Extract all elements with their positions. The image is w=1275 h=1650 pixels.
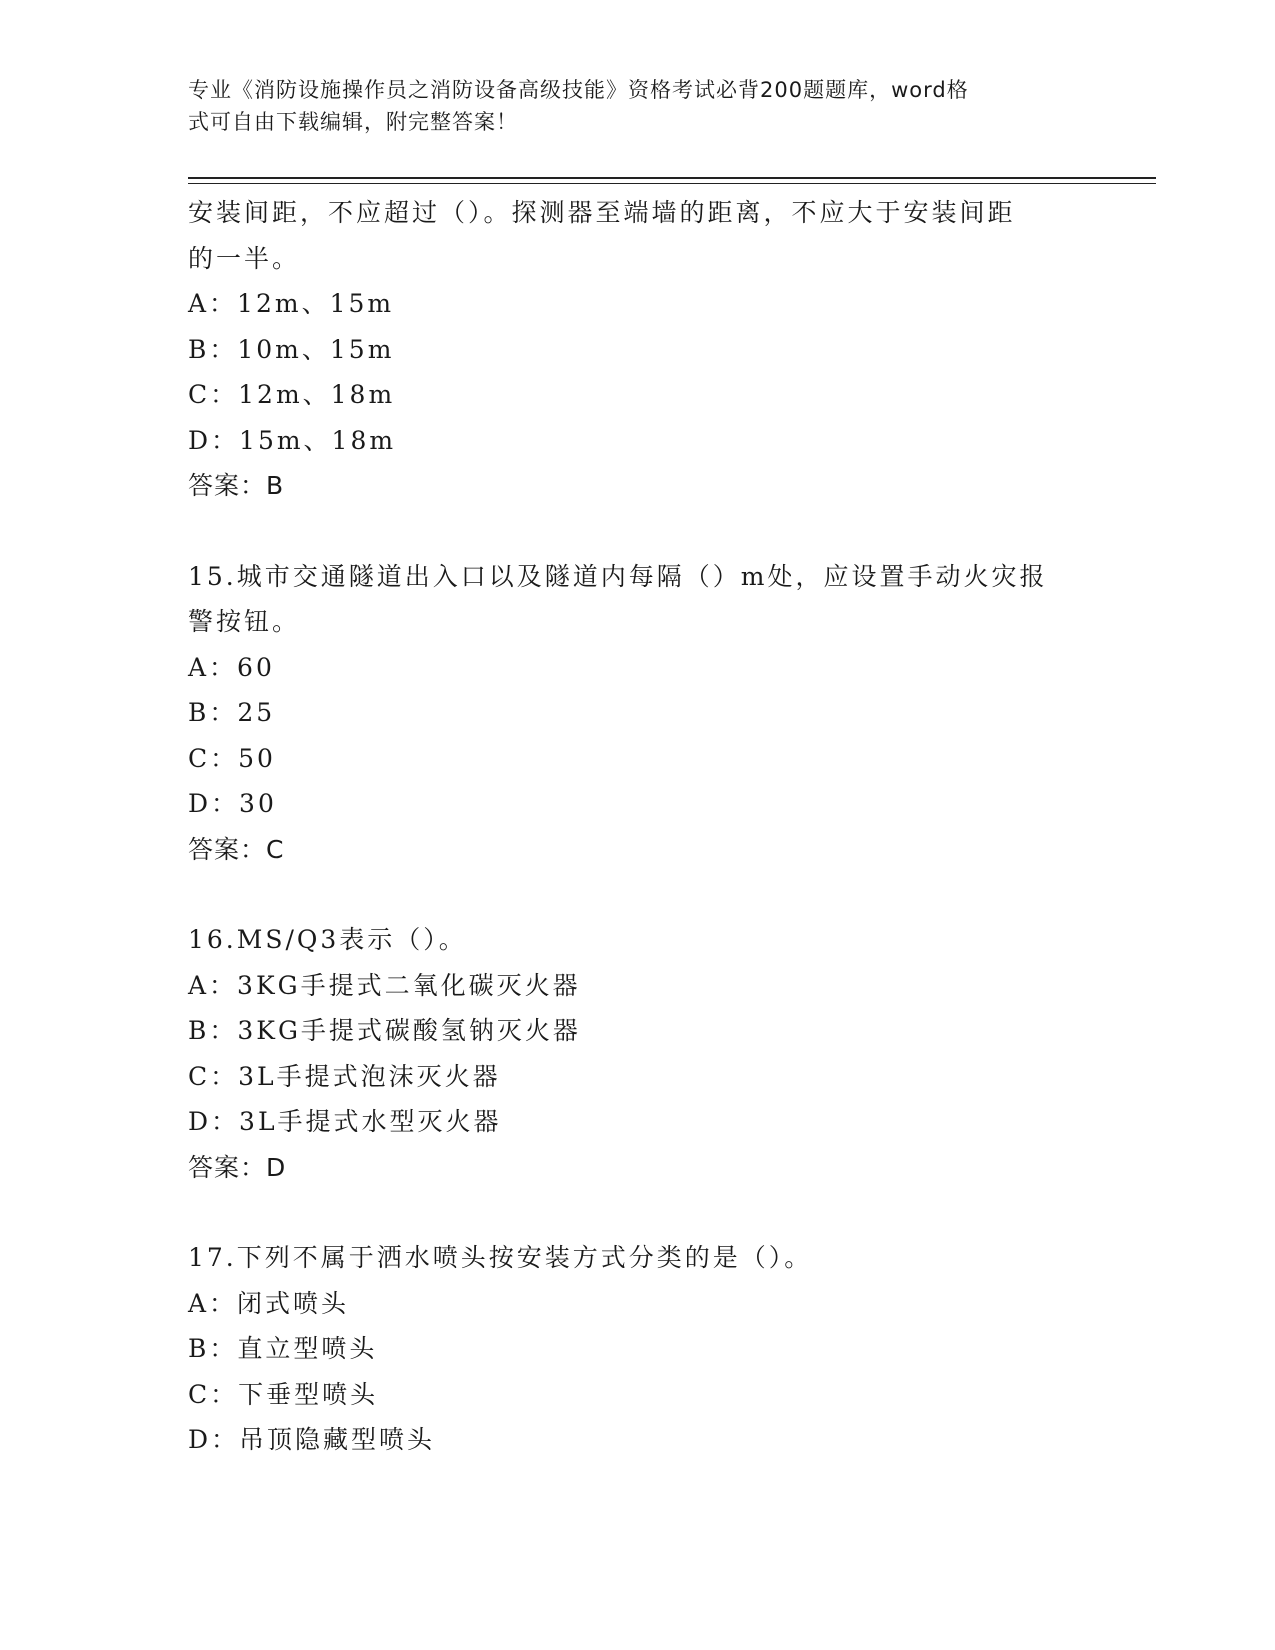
answer-line: 答案：C: [188, 834, 285, 864]
question-16: [188, 917, 1088, 1190]
option-b: B：25: [188, 698, 276, 727]
answer-line: 答案：B: [188, 471, 285, 500]
option-d: D：15m、18m: [188, 425, 397, 455]
question-17: [188, 1235, 1088, 1463]
answer-line: 答案：D: [188, 1152, 287, 1182]
question-15: [188, 554, 1088, 873]
question-text: 的一半。: [188, 243, 301, 273]
option-c: C：50: [188, 743, 276, 773]
option-b: B：直立型喷头: [188, 1334, 378, 1363]
option-c: C：下垂型喷头: [188, 1379, 379, 1409]
header-line-1: 专业《消防设施操作员之消防设备高级技能》资格考试必背200题题库，word格: [188, 78, 969, 102]
option-a: A：12m、15m: [188, 289, 395, 318]
option-d: D：30: [188, 789, 277, 818]
question-text: 警按钮。: [188, 607, 301, 636]
option-c: C：3L手提式泡沫灭火器: [188, 1061, 501, 1091]
option-d: D：吊顶隐藏型喷头: [188, 1425, 436, 1454]
question-text: 16.MS/Q3表示（）。: [188, 925, 467, 954]
question-14: [188, 190, 1088, 509]
header-divider-thick: [188, 177, 1156, 179]
document-header: [188, 74, 1068, 138]
question-text: 15.城市交通隧道出入口以及隧道内每隔（）m处，应设置手动火灾报: [188, 561, 1048, 591]
option-a: A：闭式喷头: [188, 1288, 350, 1318]
option-b: B：10m、15m: [188, 334, 395, 364]
question-text: 安装间距，不应超过（）。探测器至端墙的距离，不应大于安装间距: [188, 198, 1016, 227]
option-b: B：3KG手提式碳酸氢钠灭火器: [188, 1016, 581, 1045]
option-c: C：12m、18m: [188, 380, 396, 409]
header-divider-thin: [188, 183, 1156, 184]
header-line-2: 式可自由下载编辑，附完整答案！: [188, 110, 518, 134]
question-text: 17.下列不属于洒水喷头按安装方式分类的是（）。: [188, 1243, 813, 1272]
question-list: [188, 190, 1088, 1463]
option-a: A：60: [188, 652, 275, 682]
option-a: A：3KG手提式二氧化碳灭火器: [188, 970, 581, 1000]
option-d: D：3L手提式水型灭火器: [188, 1107, 502, 1136]
